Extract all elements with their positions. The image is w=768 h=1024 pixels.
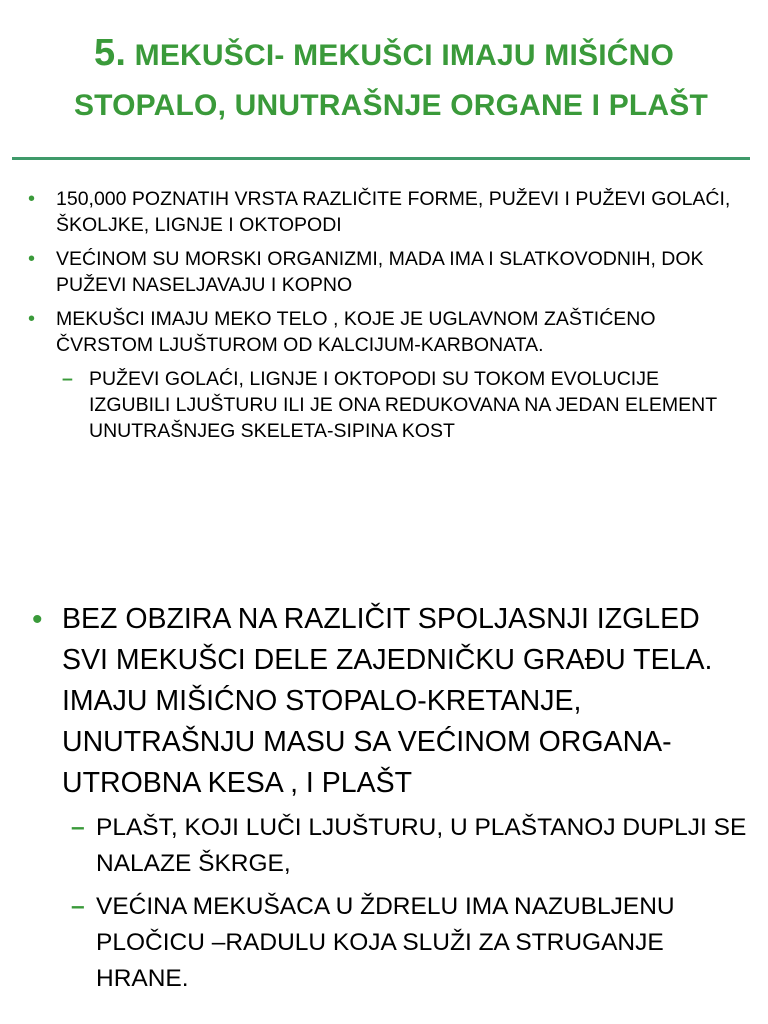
slide-number: 5.: [94, 32, 127, 74]
bullet-list-bottom: [28, 599, 748, 1004]
bullet-text: VEĆINOM SU MORSKI ORGANIZMI, MADA IMA I SLATKOVODNIH, DOK PUŽEVI NASELJAVAJU I KOPNO: [56, 248, 704, 296]
bullet-text: MEKUŠCI IMAJU MEKO TELO , KOJE JE UGLAVNOM ZAŠTIĆENO ČVRSTOM LJUŠTUROM OD KALCIJUM-KARBONATA.: [56, 308, 656, 356]
bullet-dot-icon: •: [28, 188, 36, 210]
bullet-item: [28, 599, 748, 997]
bullet-item: [22, 306, 742, 444]
slide-title: [0, 28, 768, 131]
dash-icon: –: [62, 368, 73, 390]
bullet-dot-icon: •: [28, 308, 36, 330]
sub-bullet-list: [56, 366, 742, 444]
title-line-1: MEKUŠCI- MEKUŠCI IMAJU MIŠIĆNO: [134, 39, 674, 72]
bullet-item: [22, 246, 742, 298]
bullet-text: 150,000 POZNATIH VRSTA RAZLIČITE FORME, PUŽEVI I PUŽEVI GOLAĆI, ŠKOLJKE, LIGNJE I OKTOPODI: [56, 188, 731, 236]
sub-bullet-item: [62, 810, 748, 882]
title-line-2: STOPALO, UNUTRAŠNJE ORGANE I PLAŠT: [73, 89, 709, 122]
title-divider: [12, 157, 750, 160]
bullet-item: [22, 186, 742, 238]
dash-icon: –: [71, 893, 85, 920]
bullet-dot-icon: •: [28, 248, 36, 270]
sub-bullet-text: PLAŠT, KOJI LUČI LJUŠTURU, U PLAŠTANOJ DUPLJI SE NALAZE ŠKRGE,: [96, 814, 747, 877]
bullet-dot-icon: •: [32, 603, 43, 636]
bullet-text: BEZ OBZIRA NA RAZLIČIT SPOLJASNJI IZGLED SVI MEKUŠCI DELE ZAJEDNIČKU GRAĐU TELA. IMAJU MIŠIĆNO STOPALO-KRETANJE, UNUTRAŠNJU MASU SA VEĆINOM ORGANA-UTROBNA KESA , I PLAŠT: [62, 603, 713, 799]
bullet-list-top: [22, 186, 742, 452]
sub-bullet-text: VEĆINA MEKUŠACA U ŽDRELU IMA NAZUBLJENU PLOČICU –RADULU KOJA SLUŽI ZA STRUGANJE HRANE.: [96, 893, 675, 992]
sub-bullet-item: [56, 366, 742, 444]
sub-bullet-list: [62, 810, 748, 997]
sub-bullet-item: [62, 889, 748, 997]
dash-icon: –: [71, 814, 85, 841]
sub-bullet-text: PUŽEVI GOLAĆI, LIGNJE I OKTOPODI SU TOKOM EVOLUCIJE IZGUBILI LJUŠTURU ILI JE ONA REDUKOVANA NA JEDAN ELEMENT UNUTRAŠNJEG SKELETA-SIPINA KOST: [89, 368, 717, 442]
